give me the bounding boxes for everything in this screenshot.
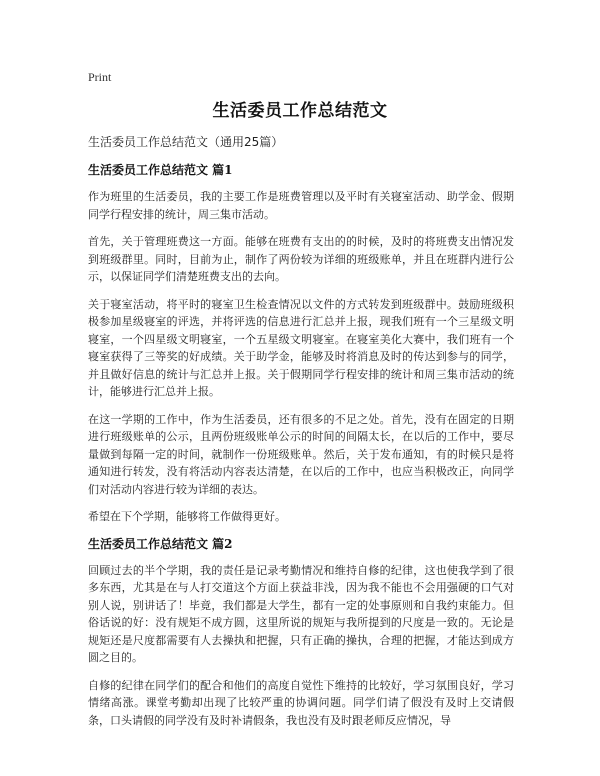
paragraph: 回顾过去的半个学期，我的责任是记录考勤情况和维持自修的纪律，这也使我学到了很多东西，尤其是在与人打交道这个方面上获益非浅，因为我不能也不会用强硬的口气对别人说，别讲话了！毕竟，我们都是大学生，都有一定的处事原则和自我约束能力。但俗话说的好：没有规矩不成方圆，这里所说的规矩与我所提到的尺度是一致的。无论是规矩还是尺度都需要有人去操执和把握，只有正确的操执，合理的把握，才能达到成方圆之目的。: [88, 563, 514, 664]
section-heading: 生活委员工作总结范文 篇1: [88, 163, 233, 177]
section-heading: 生活委员工作总结范文 篇2: [88, 536, 233, 551]
paragraph: 希望在下个学期，能够将工作做得更好。: [88, 510, 286, 523]
print-label[interactable]: Print: [88, 70, 112, 84]
paragraph: 首先，关于管理班费这一方面。能够在班费有支出的的时候，及时的将班费支出情况发到班级群里。同时，目前为止，制作了两份较为详细的班级账单，并且在班群内进行公示，以保证同学们清楚班费支出的去向。: [88, 235, 514, 283]
section-2: [88, 536, 514, 730]
document-content: [88, 162, 514, 739]
document-title: 生活委员工作总结范文: [212, 101, 388, 121]
document-subtitle: 生活委员工作总结范文（通用25篇）: [88, 135, 284, 149]
paragraph: 关于寝室活动，将平时的寝室卫生检查情况以文件的方式转发到班级群中。鼓励班级积极参加星级寝室的评选，并将评选的信息进行汇总并上报，现我们班有一个三星级文明寝室，一个四星级文明寝室，一个五星级文明寝室。在寝室美化大赛中，我们班有一个寝室获得了三等奖的好成绩。关于助学金，能够及时将消息及时的传达到参与的同学，并且做好信息的统计与汇总并上报。关于假期同学行程安排的统计和周三集市活动的统计，能够进行汇总并上报。: [88, 297, 514, 398]
paragraph: 在这一学期的工作中，作为生活委员，还有很多的不足之处。首先，没有在固定的日期进行班级账单的公示，且两份班级账单公示的时间的间隔太长，在以后的工作中，要尽量做到每隔一定的时间，就制作一份班级账单。然后，关于发布通知，有的时候只是将通知进行转发，没有将活动内容表达清楚，在以后的工作中，也应当积极改正，向同学们对活动内容进行较为详细的表达。: [88, 412, 514, 496]
section-1: [88, 162, 514, 526]
paragraph: 自修的纪律在同学们的配合和他们的高度自觉性下维持的比较好，学习氛围良好，学习情绪高涨。课堂考勤却出现了比较严重的协调问题。同学们请了假没有及时上交请假条，口头请假的同学没有及时补请假条，我也没有及时跟老师反应情况，导: [88, 678, 514, 727]
paragraph: 作为班里的生活委员，我的主要工作是班费管理以及平时有关寝室活动、助学金、假期同学行程安排的统计，周三集市活动。: [88, 190, 514, 221]
